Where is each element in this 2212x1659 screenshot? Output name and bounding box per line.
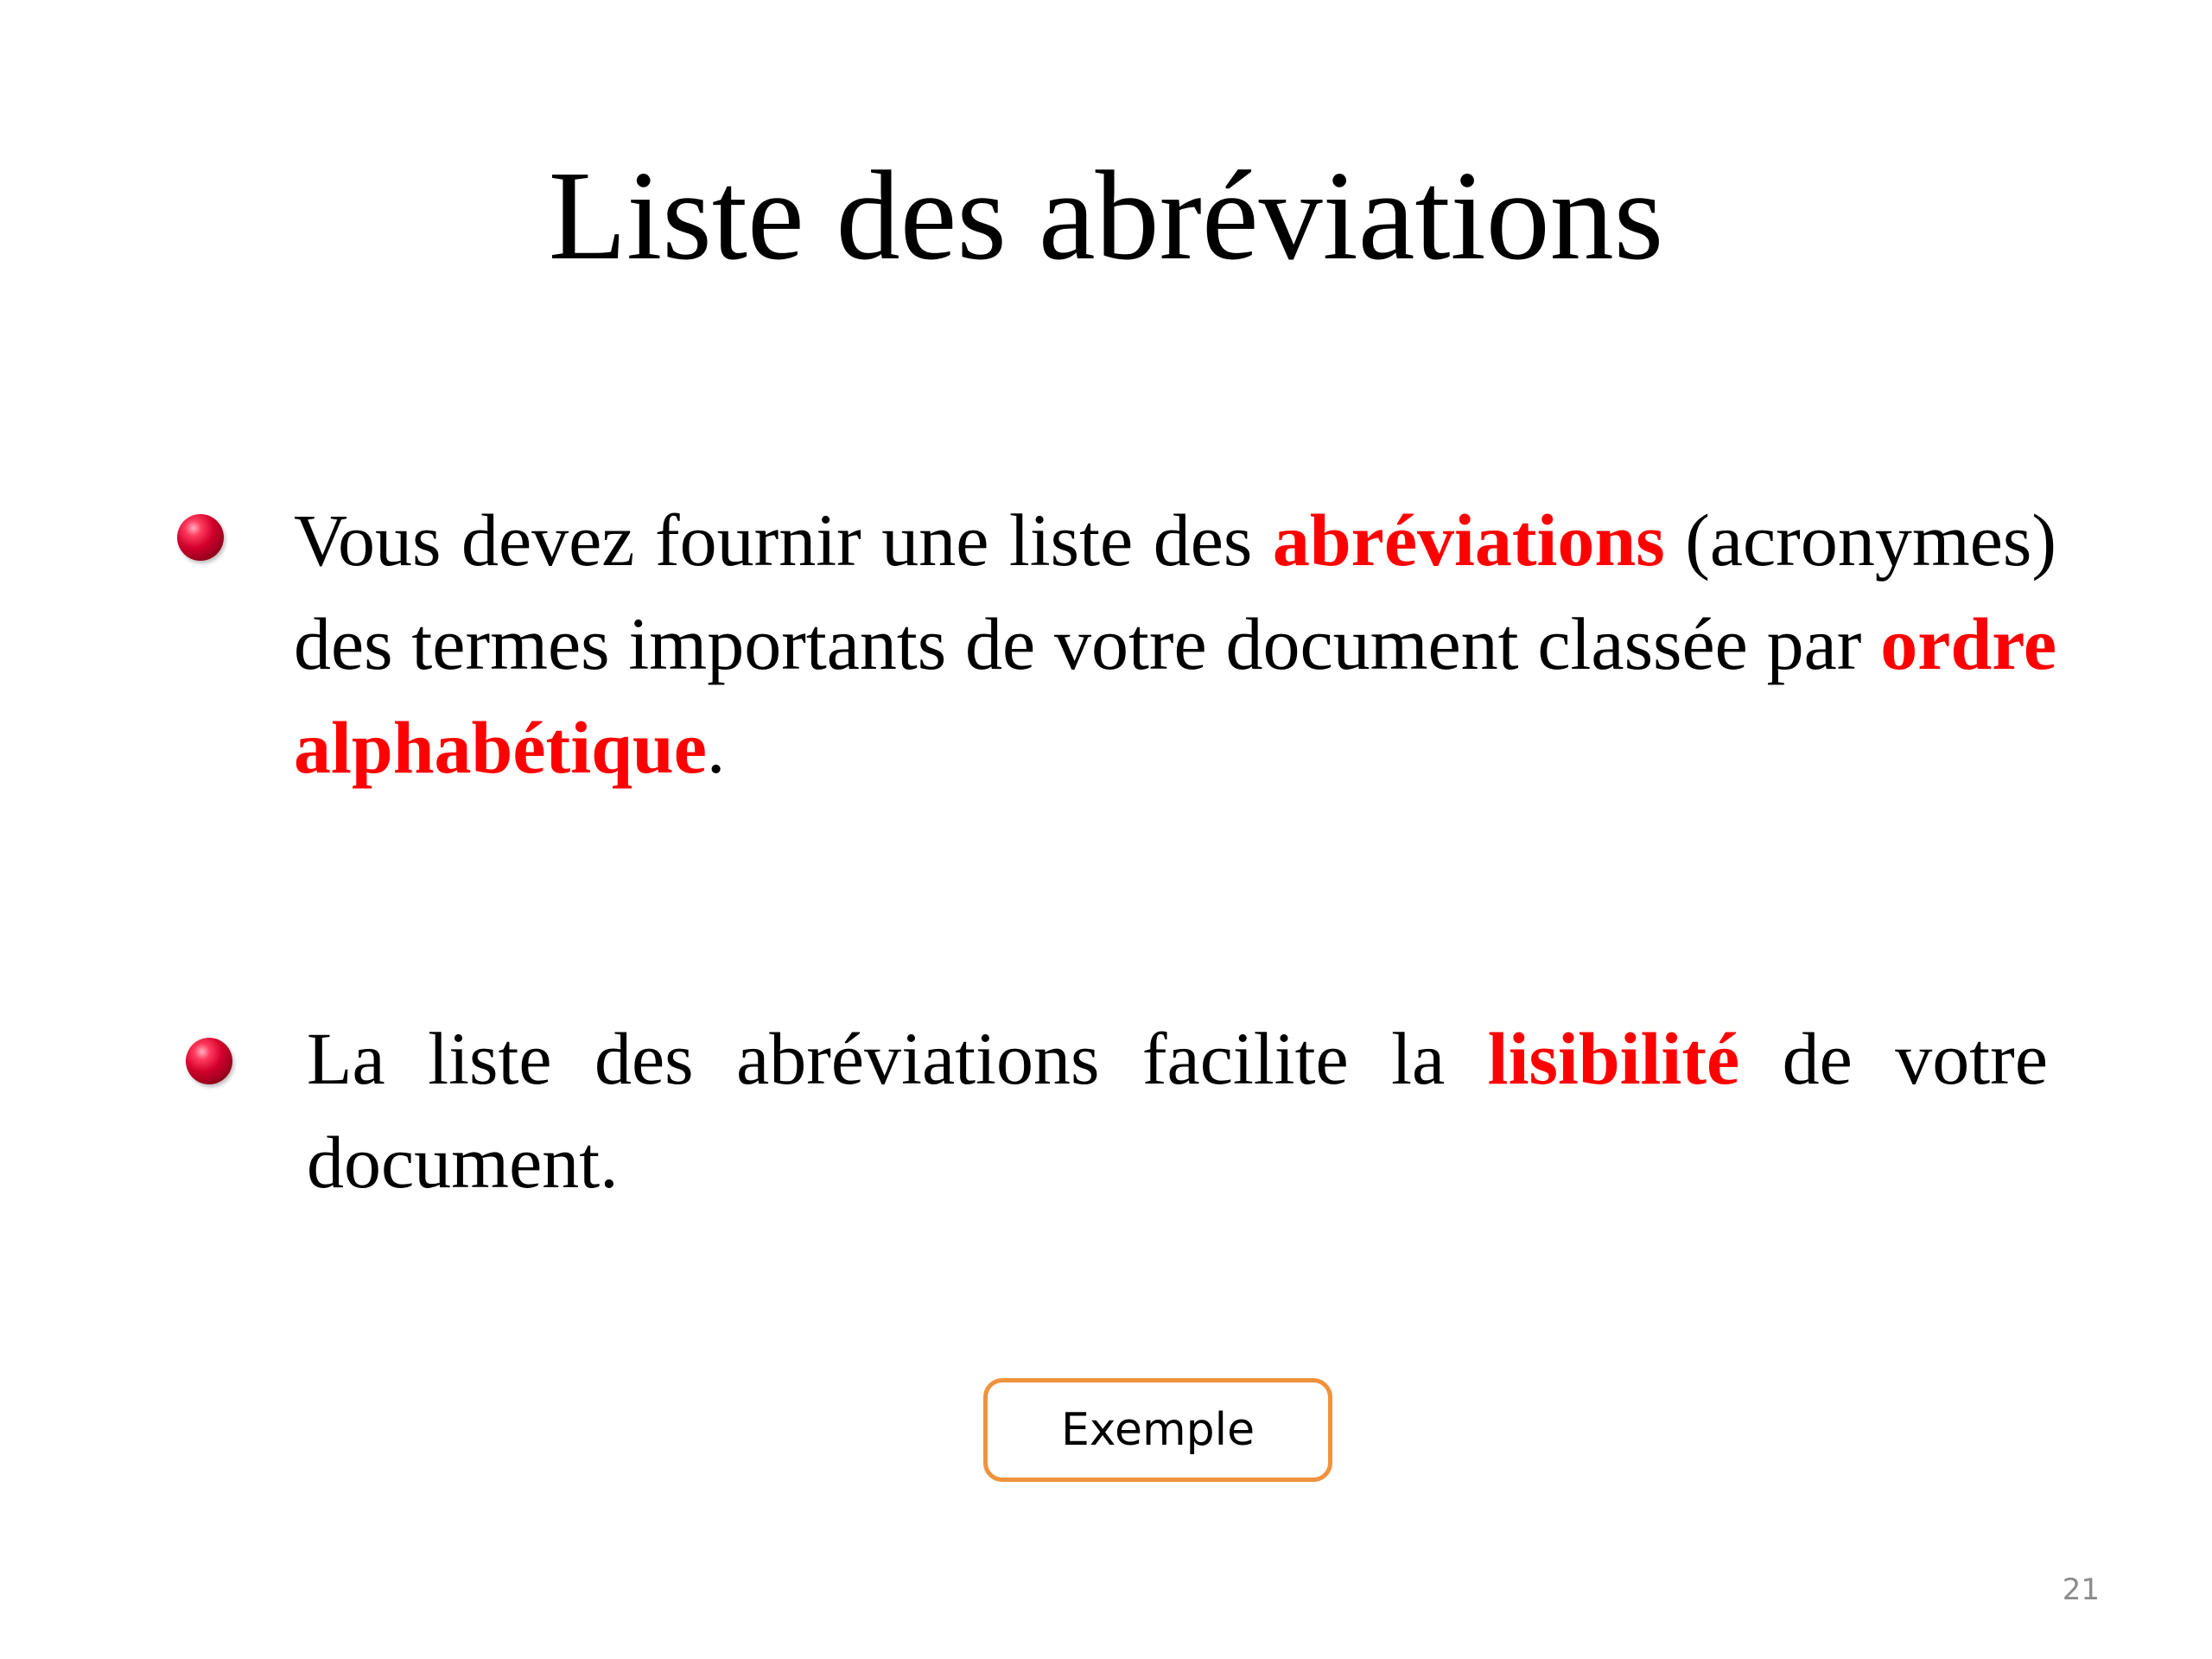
bullet-text-2 bbox=[307, 1007, 2048, 1214]
bullet-text-1 bbox=[294, 488, 2056, 799]
highlight-lisibilite: lisibilité bbox=[1487, 1017, 1740, 1100]
highlight-abreviations: abréviations bbox=[1272, 499, 1665, 582]
highlight-ordre-alphabetique: ordre alphabétique bbox=[294, 602, 2056, 789]
page-number: 21 bbox=[2062, 1573, 2100, 1607]
bullet-2-text-part: La liste des abréviations facilite la bbox=[307, 1017, 1488, 1100]
bullet-2-text-part: de votre document. bbox=[307, 1017, 2048, 1204]
slide-title: Liste des abréviations bbox=[548, 145, 1664, 287]
red-sphere-bullet-icon bbox=[177, 514, 224, 561]
bullet-1-text-part: . bbox=[706, 706, 726, 789]
bullet-1-text-part: (acronymes) des termes importants de votre document classée par bbox=[294, 499, 2056, 685]
example-button[interactable]: Exemple bbox=[983, 1378, 1332, 1482]
bullet-1-text-part: Vous devez fournir une liste des bbox=[294, 499, 1273, 582]
red-sphere-bullet-icon bbox=[186, 1038, 232, 1084]
